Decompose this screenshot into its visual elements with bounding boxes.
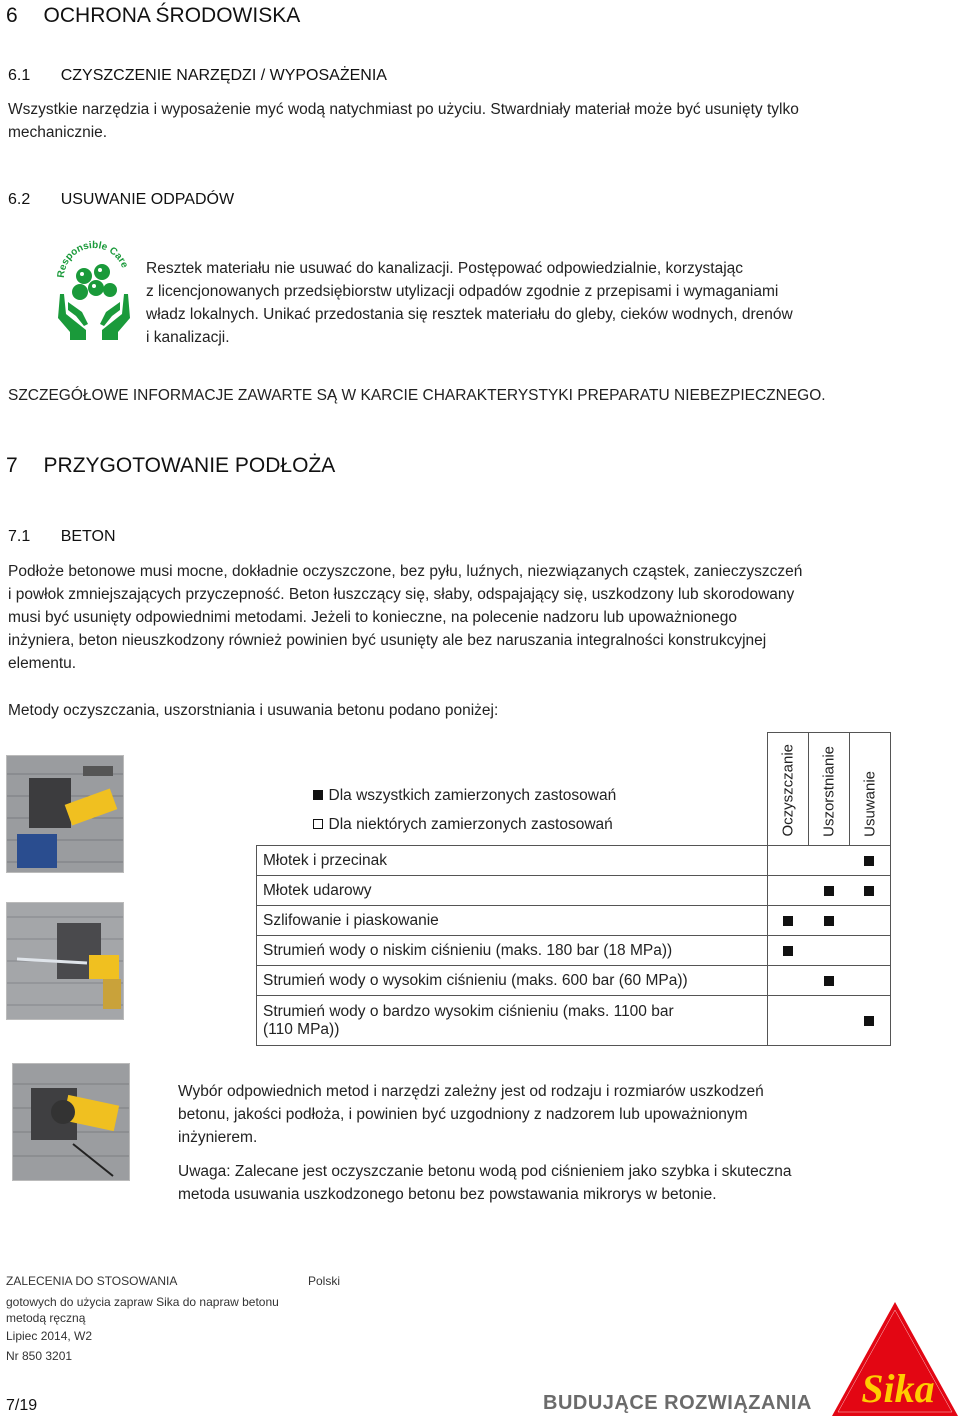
svg-text:Responsible Care <box>56 240 130 278</box>
waste-line: z licencjonowanych przedsiębiorstw utylizacji odpadów zgodnie z przepisami i wymaganiami <box>146 283 779 300</box>
mark-cell <box>849 936 890 966</box>
photo-grinding-illustration <box>13 1064 129 1180</box>
waste-line: władz lokalnych. Unikać przedostania się resztek materiału do gleby, cieków wodnych, drenów <box>146 306 793 323</box>
photo-water-jet-illustration <box>7 903 123 1019</box>
footer-doc-number: Nr 850 3201 <box>6 1349 73 1363</box>
method-label: Młotek i przecinak <box>257 846 768 876</box>
mark-cell <box>767 966 808 996</box>
footer-product-line: gotowych do użycia zapraw Sika do napraw betonu <box>6 1295 279 1309</box>
subsection-number: 6.1 <box>8 67 31 84</box>
mark-cell <box>767 936 808 966</box>
mark-cell <box>849 846 890 876</box>
method-label: Szlifowanie i piaskowanie <box>257 906 768 936</box>
subsection-7-1-heading <box>8 528 116 546</box>
sika-logo <box>832 1302 958 1416</box>
filled-square-icon <box>783 946 793 956</box>
table-row <box>257 936 891 966</box>
concrete-line: inżyniera, beton nieuszkodzony również powinien być usunięty ale bez naruszania integralności konstrukcyjnej <box>8 632 767 649</box>
column-header-cleaning <box>767 733 808 846</box>
legend-all-label: Dla wszystkich zamierzonych zastosowań <box>328 787 617 804</box>
legend-cell <box>257 733 768 846</box>
mark-cell <box>767 996 808 1046</box>
subsection-number: 6.2 <box>8 191 31 208</box>
selection-line: Wybór odpowiednich metod i narzędzi zależny jest od rodzaju i rozmiarów uszkodzeń <box>178 1083 764 1100</box>
responsible-care-logo <box>56 238 132 342</box>
section-title: OCHRONA ŚRODOWISKA <box>43 4 301 27</box>
mark-cell <box>808 876 849 906</box>
subsection-number: 7.1 <box>8 528 31 545</box>
method-label: Strumień wody o wysokim ciśnieniu (maks. 600 bar (60 MPa)) <box>257 966 768 996</box>
column-header-label: Oczyszczanie <box>779 744 796 837</box>
mark-cell <box>849 996 890 1046</box>
mark-cell <box>849 966 890 996</box>
note-line: Uwaga: Zalecane jest oczyszczanie betonu wodą pod ciśnieniem jako szybka i skuteczna <box>178 1163 792 1180</box>
logo-text: Responsible Care <box>56 239 130 279</box>
concrete-line: musi być usunięty odpowiednimi metodami. Jeżeli to konieczne, na polecenie nadzoru lub upoważnionego <box>8 609 737 626</box>
footer-product-line: metodą ręczną <box>6 1311 86 1325</box>
method-label <box>257 996 768 1046</box>
methods-table <box>256 732 891 1046</box>
filled-square-icon <box>824 976 834 986</box>
footer-doc-type: ZALECENIA DO STOSOWANIA <box>6 1274 178 1288</box>
selection-line: inżynierem. <box>178 1129 258 1146</box>
table-row <box>257 906 891 936</box>
mark-cell <box>767 846 808 876</box>
cleaning-text <box>8 98 799 144</box>
subsection-title: BETON <box>60 528 116 545</box>
waste-line: i kanalizacji. <box>146 329 230 346</box>
method-label: Strumień wody o niskim ciśnieniu (maks. 180 bar (18 MPa)) <box>257 936 768 966</box>
photo-grinding <box>12 1063 130 1181</box>
table-row <box>257 846 891 876</box>
mark-cell <box>808 846 849 876</box>
slogan: BUDUJĄCE ROZWIĄZANIA <box>543 1392 812 1414</box>
safety-datasheet-notice: SZCZEGÓŁOWE INFORMACJE ZAWARTE SĄ W KARCIE CHARAKTERYSTYKI PREPARATU NIEBEZPIECZNEGO. <box>8 387 826 404</box>
subsection-6-1-heading <box>8 67 387 85</box>
filled-square-icon <box>864 856 874 866</box>
mark-cell <box>808 936 849 966</box>
footer-language: Polski <box>308 1274 341 1288</box>
empty-square-icon <box>313 819 323 829</box>
column-header-removal <box>849 733 890 846</box>
column-header-roughening <box>808 733 849 846</box>
method-label-line: Strumień wody o bardzo wysokim ciśnieniu (maks. 1100 bar <box>263 1002 674 1020</box>
filled-square-icon <box>824 886 834 896</box>
legend-some-label: Dla niektórych zamierzonych zastosowań <box>328 816 613 833</box>
subsection-title: CZYSZCZENIE NARZĘDZI / WYPOSAŻENIA <box>60 67 387 84</box>
section-title: PRZYGOTOWANIE PODŁOŻA <box>43 454 336 477</box>
section-7-heading <box>6 454 335 478</box>
table-row <box>257 876 891 906</box>
sika-logo-text: Sika <box>861 1366 935 1411</box>
mark-cell <box>849 876 890 906</box>
concrete-text <box>8 560 802 675</box>
method-selection-text <box>178 1080 764 1149</box>
mark-cell <box>849 906 890 936</box>
mark-cell <box>767 876 808 906</box>
photo-hammer-chisel <box>6 755 124 873</box>
cleaning-line-2: mechanicznie. <box>8 124 108 141</box>
filled-square-icon <box>824 916 834 926</box>
mark-cell <box>808 906 849 936</box>
filled-square-icon <box>864 1016 874 1026</box>
section-number: 7 <box>6 454 18 477</box>
legend-some <box>313 810 767 839</box>
selection-line: betonu, jakości podłoża, i powinien być uzgodniony z nadzorem lub upoważnionym <box>178 1106 748 1123</box>
filled-square-icon <box>864 886 874 896</box>
note-text <box>178 1160 791 1206</box>
column-header-label: Uszorstnianie <box>820 746 837 837</box>
table-row <box>257 996 891 1046</box>
mark-cell <box>808 996 849 1046</box>
section-number: 6 <box>6 4 18 27</box>
method-label-line: (110 MPa)) <box>263 1020 340 1038</box>
waste-disposal-text <box>146 257 793 349</box>
table-row <box>257 966 891 996</box>
section-6-heading <box>6 4 300 28</box>
waste-line: Resztek materiału nie usuwać do kanalizacji. Postępować odpowiedzialnie, korzystając <box>146 260 744 277</box>
subsection-6-2-heading <box>8 191 234 209</box>
methods-intro: Metody oczyszczania, uszorstniania i usuwania betonu podano poniżej: <box>8 702 499 719</box>
mark-cell <box>808 966 849 996</box>
concrete-line: elementu. <box>8 655 77 672</box>
footer-product <box>6 1294 279 1326</box>
method-label: Młotek udarowy <box>257 876 768 906</box>
legend-all <box>313 781 767 810</box>
mark-cell <box>767 906 808 936</box>
cleaning-line-1: Wszystkie narzędzia i wyposażenie myć wodą natychmiast po użyciu. Stwardniały materiał może być usunięty tylko <box>8 101 799 118</box>
column-header-label: Usuwanie <box>861 771 878 837</box>
photo-hammer-chisel-illustration <box>7 756 123 872</box>
page-number: 7/19 <box>6 1397 38 1414</box>
subsection-title: USUWANIE ODPADÓW <box>60 191 235 208</box>
concrete-line: Podłoże betonowe musi mocne, dokładnie oczyszczone, bez pyłu, luźnych, niezwiązanych cząstek, zanieczyszczeń <box>8 563 803 580</box>
filled-square-icon <box>783 916 793 926</box>
filled-square-icon <box>313 790 323 800</box>
photo-water-jet <box>6 902 124 1020</box>
footer-date: Lipiec 2014, W2 <box>6 1329 93 1343</box>
note-line: metoda usuwania uszkodzonego betonu bez powstawania mikrorys w betonie. <box>178 1186 717 1203</box>
concrete-line: i powłok zmniejszających przyczepność. Beton łuszczący się, słaby, odspajający się, uszkodzony lub skorodowany <box>8 586 795 603</box>
table-header-row <box>257 733 891 846</box>
